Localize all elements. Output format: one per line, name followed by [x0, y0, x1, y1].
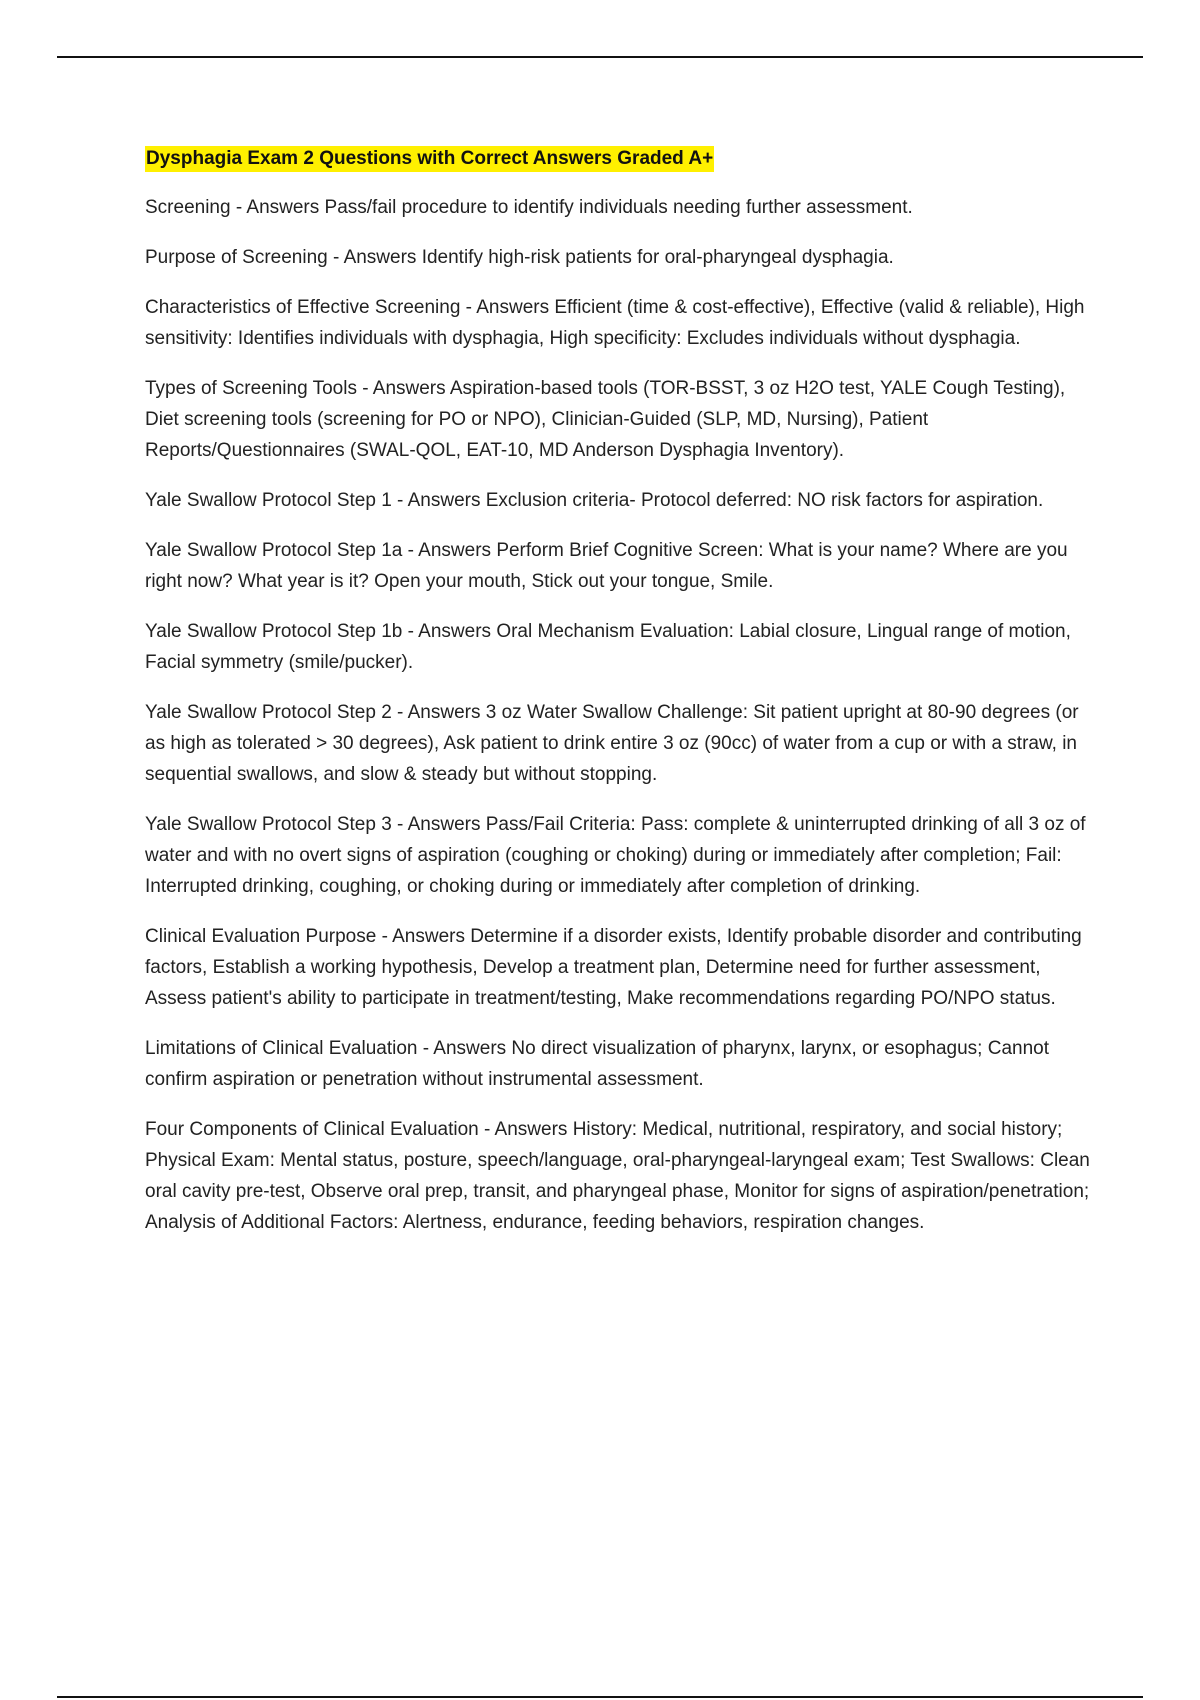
entry-four-components-of-clinical-evaluation: Four Components of Clinical Evaluation - Answers History: Medical, nutritional, respiratory, and social history; Physical Exam: Mental status, posture, speech/language, oral-pharyngeal-laryngeal exam; Test Swallows: Clean oral cavity pre-test, Observe oral prep, transit, and pharyngeal phase, Monitor for signs of aspiration/penetration; Analysis of Additional Factors: Alertness, endurance, feeding behaviors, respiration changes. — [145, 1119, 1090, 1233]
document-body — [145, 146, 1090, 1257]
entry-clinical-evaluation-purpose: Clinical Evaluation Purpose - Answers Determine if a disorder exists, Identify probable disorder and contributing factors, Establish a working hypothesis, Develop a treatment plan, Determine need for further assessment, Assess patient's ability to participate in treatment/testing, Make recommendations regarding PO/NPO status. — [145, 926, 1082, 1009]
entry-limitations-of-clinical-evaluation: Limitations of Clinical Evaluation - Answers No direct visualization of pharynx, larynx, or esophagus; Cannot confirm aspiration or penetration without instrumental assessment. — [145, 1038, 1050, 1090]
entry-yale-step-1a: Yale Swallow Protocol Step 1a - Answers Perform Brief Cognitive Screen: What is your name? Where are you right now? What year is it? Open your mouth, Stick out your tongue, Smile. — [145, 540, 1068, 592]
entry-types-of-screening-tools: Types of Screening Tools - Answers Aspiration-based tools (TOR-BSST, 3 oz H2O test, YALE Cough Testing), Diet screening tools (screening for PO or NPO), Clinician-Guided (SLP, MD, Nursing), Patient Reports/Questionnaires (SWAL-QOL, EAT-10, MD Anderson Dysphagia Inventory). — [145, 378, 1066, 461]
entry-yale-step-1: Yale Swallow Protocol Step 1 - Answers Exclusion criteria- Protocol deferred: NO risk factors for aspiration. — [145, 490, 1044, 511]
top-divider — [57, 56, 1143, 58]
entry-purpose-of-screening: Purpose of Screening - Answers Identify high-risk patients for oral-pharyngeal dysphagia. — [145, 247, 894, 268]
entry-yale-step-3: Yale Swallow Protocol Step 3 - Answers Pass/Fail Criteria: Pass: complete & uninterrupted drinking of all 3 oz of water and with no overt signs of aspiration (coughing or choking) during or immediately after completion; Fail: Interrupted drinking, coughing, or choking during or immediately after completion of drinking. — [145, 814, 1086, 897]
entry-yale-step-2: Yale Swallow Protocol Step 2 - Answers 3 oz Water Swallow Challenge: Sit patient upright at 80-90 degrees (or as high as tolerated > 30 degrees), Ask patient to drink entire 3 oz (90cc) of water from a cup or with a straw, in sequential swallows, and slow & steady but without stopping. — [145, 702, 1079, 785]
entry-characteristics-of-effective-screening: Characteristics of Effective Screening - Answers Efficient (time & cost-effective), Effective (valid & reliable), High sensitivity: Identifies individuals with dysphagia, High specificity: Excludes individuals without dysphagia. — [145, 297, 1085, 349]
bottom-divider — [57, 1696, 1143, 1698]
entry-yale-step-1b: Yale Swallow Protocol Step 1b - Answers Oral Mechanism Evaluation: Labial closure, Lingual range of motion, Facial symmetry (smile/pucker). — [145, 621, 1071, 673]
document-title: Dysphagia Exam 2 Questions with Correct Answers Graded A+ — [145, 146, 714, 172]
entry-screening: Screening - Answers Pass/fail procedure to identify individuals needing further assessment. — [145, 197, 913, 218]
entry-list — [145, 192, 1090, 1238]
